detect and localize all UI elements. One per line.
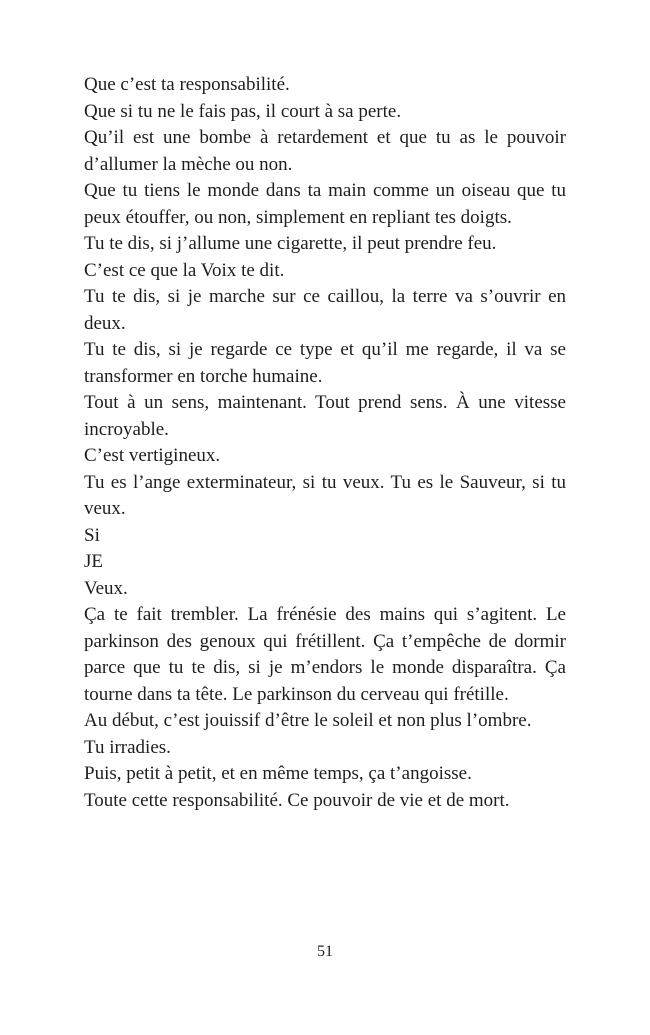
paragraph: Tout à un sens, maintenant. Tout prend sens. À une vitesse incroyable. [84,392,566,440]
paragraph: Tu irradies. [84,736,171,758]
paragraph: Si [84,524,100,546]
paragraph: JE [84,551,103,572]
paragraph: Toute cette responsabilité. Ce pouvoir de vie et de mort. [84,789,510,811]
paragraph: Tu es l’ange exterminateur, si tu veux. Tu es le Sauveur, si tu veux. [84,471,566,519]
paragraph: C’est ce que la Voix te dit. [84,259,285,281]
page-body [84,72,566,814]
paragraph: Tu te dis, si j’allume une cigarette, il peut prendre feu. [84,233,497,254]
paragraph: Qu’il est une bombe à retardement et que tu as le pouvoir d’allumer la mèche ou non. [84,127,566,175]
paragraph: Puis, petit à petit, et en même temps, ça t’angoisse. [84,763,472,784]
paragraph: Tu te dis, si je marche sur ce caillou, la terre va s’ouvrir en deux. [84,286,566,334]
paragraph: C’est vertigineux. [84,445,221,466]
paragraph: Que si tu ne le fais pas, il court à sa perte. [84,100,402,122]
paragraph: Ça te fait trembler. La frénésie des mains qui s’agitent. Le parkinson des genoux qui frétillent. Ça t’empêche de dormir parce que tu te dis, si je m’endors le monde disparaîtra. Ça tourne dans ta tête. Le parkinson du cerveau qui frétille. [84,604,566,705]
paragraph: Au début, c’est jouissif d’être le soleil et non plus l’ombre. [84,710,532,731]
paragraph: Veux. [84,577,128,599]
paragraph: Que c’est ta responsabilité. [84,74,290,95]
page-number: 51 [317,943,333,960]
paragraph: Tu te dis, si je regarde ce type et qu’il me regarde, il va se transformer en torche humaine. [84,339,566,387]
paragraph: Que tu tiens le monde dans ta main comme un oiseau que tu peux étouffer, ou non, simplement en repliant tes doigts. [84,180,566,228]
